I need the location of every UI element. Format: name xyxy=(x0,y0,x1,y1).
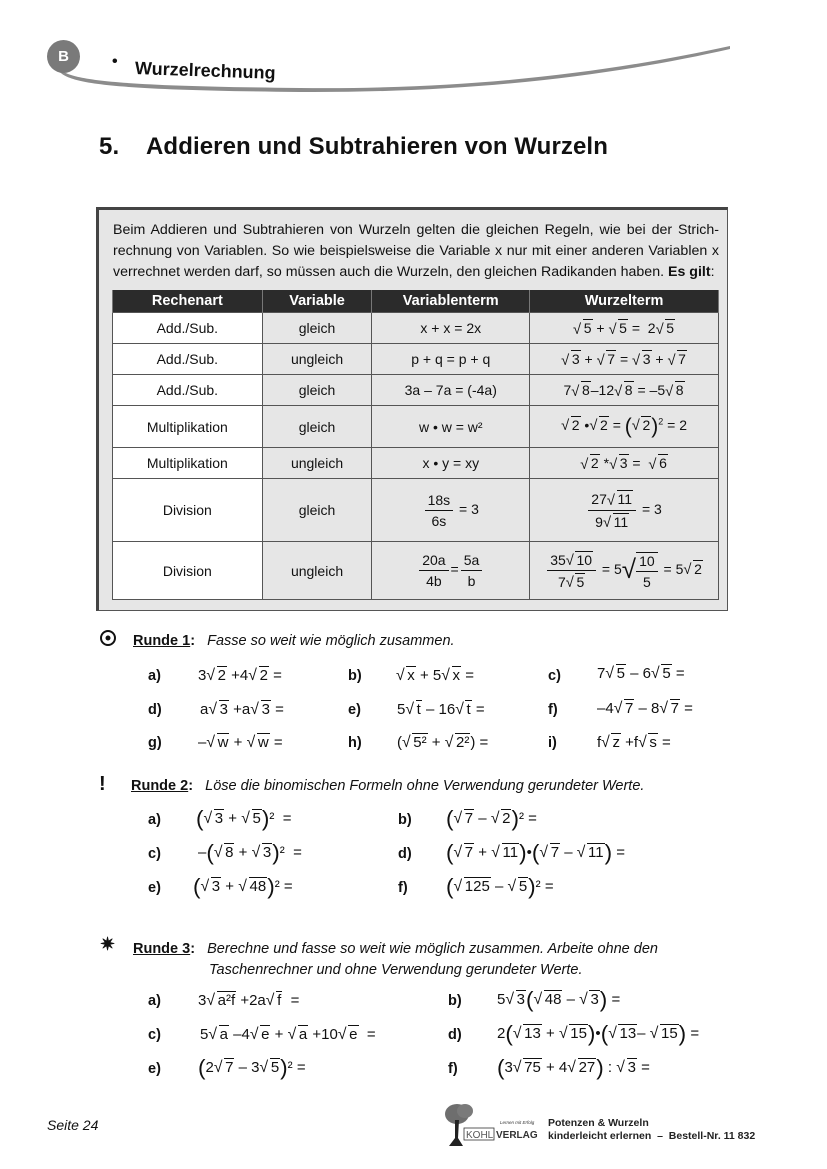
exercise-expression: (3 √ 75 + 4 √ 27) : √ 3 = xyxy=(497,1055,650,1081)
cell-wurzelterm: $\frac{27 √ 11}{9 √ 11}$ = 3 xyxy=(530,479,719,542)
exercise-label: f) xyxy=(448,1061,458,1077)
info-paragraph: Beim Addieren und Subtrahieren von Wurzeln gelten die gleichen Regeln, wie bei der Strichrechnung von Variablen. So wie beispielsweise die Variable x nur mit einer anderen Variablen x verrechnet werden darf, so müssen auch die Wurzeln, den gleichen Radikanden haben. xyxy=(113,222,719,280)
exercise-expression: ( √ 7 + √ 11)•( √ 7 – √ 11) = xyxy=(446,840,625,866)
exercise-expression: 3 √ a²f +2a √ f = xyxy=(198,991,299,1009)
book-title-line-2: kinderleicht erlernen – Bestell-Nr. 11 832 xyxy=(548,1130,756,1142)
exercise-label: b) xyxy=(348,668,362,684)
cell-variablenterm: $\frac{20a}{4b}$ = $\frac{5a}{b}$ xyxy=(372,542,530,600)
cell-wurzelterm: √ 2 * √ 3 = √ 6 xyxy=(530,448,719,479)
rules-table xyxy=(112,290,719,600)
exercise-expression: ( √ 5² + √ 2²) = xyxy=(397,733,488,751)
table-row xyxy=(113,313,719,344)
round-task: Fasse so weit wie möglich zusammen. xyxy=(207,633,455,649)
chapter-title: Wurzelrechnung xyxy=(134,58,276,83)
table-header-row xyxy=(113,290,719,313)
exercise-expression: ( √ 125 – √ 5)² = xyxy=(446,874,554,900)
star-icon: ✷ xyxy=(100,934,116,954)
cell-rechenart: Multiplikation xyxy=(113,448,263,479)
target-icon xyxy=(99,629,117,652)
logo-name-kohl: KOHL xyxy=(466,1130,494,1141)
cell-rechenart: Add./Sub. xyxy=(113,313,263,344)
cell-variablenterm: x • y = xy xyxy=(372,448,530,479)
info-colon: : xyxy=(710,264,715,280)
exercise-label: c) xyxy=(148,846,161,862)
cell-variablenterm: x + x = 2x xyxy=(372,313,530,344)
exercise-expression: a √ 3 +a √ 3 = xyxy=(200,700,284,718)
cell-wurzelterm: $\frac{35 √ 10}{7 √ 5}$ = 5√ $\frac{10}{5}$ = 5 √ 2 xyxy=(530,542,719,600)
cell-wurzelterm: 7 √ 8–12 √ 8 = –5 √ 8 xyxy=(530,375,719,406)
exercise-label: e) xyxy=(348,702,361,718)
round-task-line-2: Taschenrechner und ohne Verwendung gerundeter Werte. xyxy=(209,962,583,978)
exercise-label: c) xyxy=(548,668,561,684)
round-1-header xyxy=(133,633,455,649)
exercise-expression: √ x + 5 √ x = xyxy=(396,666,474,684)
col-header-variablenterm: Variablenterm xyxy=(372,290,530,313)
table-row xyxy=(113,344,719,375)
table-row xyxy=(113,542,719,600)
cell-variablenterm: p + q = p + q xyxy=(372,344,530,375)
exercise-expression: 7 √ 5 – 6 √ 5 = xyxy=(597,664,685,682)
round-3-header xyxy=(133,939,658,981)
round-colon: : xyxy=(190,941,196,957)
cell-variable: gleich xyxy=(262,479,372,542)
exclamation-icon: ! xyxy=(99,773,106,795)
exercise-expression: ( √ 7 – √ 2)² = xyxy=(446,806,537,832)
exercise-label: b) xyxy=(398,812,412,828)
exercise-expression: –4 √ 7 – 8 √ 7 = xyxy=(597,699,693,717)
exercise-label: h) xyxy=(348,735,362,751)
exercise-expression: 5 √ 3( √ 48 – √ 3) = xyxy=(497,987,620,1013)
cell-variablenterm: $\frac{18s}{6s}$ = 3 xyxy=(372,479,530,542)
cell-wurzelterm: √ 5 + √ 5 = 2 √ 5 xyxy=(530,313,719,344)
round-task: Löse die binomischen Formeln ohne Verwendung gerundeter Werte. xyxy=(205,778,645,794)
round-colon: : xyxy=(188,778,194,794)
exercise-label: b) xyxy=(448,993,462,1009)
col-header-wurzelterm: Wurzelterm xyxy=(530,290,719,313)
cell-variable: ungleich xyxy=(262,448,372,479)
round-colon: : xyxy=(190,633,196,649)
exercise-label: a) xyxy=(148,993,161,1009)
cell-rechenart: Add./Sub. xyxy=(113,344,263,375)
book-title xyxy=(548,1117,755,1143)
table-row xyxy=(113,448,719,479)
cell-rechenart: Add./Sub. xyxy=(113,375,263,406)
exercise-expression: 2( √ 13 + √ 15)•( √ 13– √ 15) = xyxy=(497,1021,699,1047)
exercise-label: c) xyxy=(148,1027,161,1043)
cell-variable: gleich xyxy=(262,406,372,448)
exercise-expression: – √ w + √ w = xyxy=(198,733,283,751)
exercise-expression: f √ z +f √ s = xyxy=(597,733,671,751)
exercise-label: d) xyxy=(448,1027,462,1043)
cell-wurzelterm: √ 3 + √ 7 = √ 3 + √ 7 xyxy=(530,344,719,375)
cell-wurzelterm: √ 2 • √ 2 = ( √ 2)$^2$ = 2 xyxy=(530,406,719,448)
cell-variablenterm: 3a – 7a = (-4a) xyxy=(372,375,530,406)
cell-variable: ungleich xyxy=(262,344,372,375)
exercise-label: e) xyxy=(148,1061,161,1077)
info-box xyxy=(96,207,728,611)
exercise-label: f) xyxy=(548,702,558,718)
section-heading: Addieren und Subtrahieren von Wurzeln xyxy=(146,133,608,160)
col-header-variable: Variable xyxy=(262,290,372,313)
exercise-label: g) xyxy=(148,735,162,751)
exercise-expression: 5 √ a –4 √ e + √ a +10 √ e = xyxy=(200,1025,376,1043)
table-row xyxy=(113,375,719,406)
book-title-line-1: Potenzen & Wurzeln xyxy=(548,1117,649,1129)
page-title xyxy=(99,133,608,161)
cell-variable: ungleich xyxy=(262,542,372,600)
exercise-label: a) xyxy=(148,668,161,684)
table-row xyxy=(113,406,719,448)
info-text xyxy=(113,220,719,283)
logo-slogan: Lernen mit Erfolg xyxy=(500,1120,535,1125)
exercise-expression: 3 √ 2 +4 √ 2 = xyxy=(198,666,282,684)
cell-variablenterm: w • w = w² xyxy=(372,406,530,448)
cell-rechenart: Division xyxy=(113,479,263,542)
cell-variable: gleich xyxy=(262,375,372,406)
exercise-label: i) xyxy=(548,735,557,751)
round-label: Runde 3 xyxy=(133,941,191,957)
kohl-verlag-logo xyxy=(443,1102,538,1148)
exercise-label: d) xyxy=(398,846,412,862)
exercise-expression: ( √ 3 + √ 48)² = xyxy=(193,874,293,900)
exercise-expression: ( √ 3 + √ 5)² = xyxy=(196,806,291,832)
exercise-label: f) xyxy=(398,880,408,896)
header-swoosh xyxy=(0,0,827,110)
col-header-rechenart: Rechenart xyxy=(113,290,263,313)
exercise-expression: 5 √ t – 16 √ t = xyxy=(397,700,485,718)
logo-name-verlag: VERLAG xyxy=(496,1130,538,1141)
round-2-header xyxy=(131,778,644,794)
exercise-label: e) xyxy=(148,880,161,896)
round-label: Runde 2 xyxy=(131,778,189,794)
section-badge: B xyxy=(47,40,80,73)
exercise-expression: (2 √ 7 – 3 √ 5)² = xyxy=(198,1055,306,1081)
section-number: 5. xyxy=(99,133,120,160)
cell-variable: gleich xyxy=(262,313,372,344)
exercise-label: d) xyxy=(148,702,162,718)
table-row xyxy=(113,479,719,542)
round-label: Runde 1 xyxy=(133,633,191,649)
info-emphasis: Es gilt xyxy=(667,264,711,280)
cell-rechenart: Multiplikation xyxy=(113,406,263,448)
cell-rechenart: Division xyxy=(113,542,263,600)
page-number: Seite 24 xyxy=(47,1117,99,1133)
header-bullet: • xyxy=(112,53,118,70)
exercise-label: a) xyxy=(148,812,161,828)
round-task-line-1: Berechne und fasse so weit wie möglich zusammen. Arbeite ohne den xyxy=(207,941,658,957)
exercise-expression: –( √ 8 + √ 3)² = xyxy=(198,840,302,866)
